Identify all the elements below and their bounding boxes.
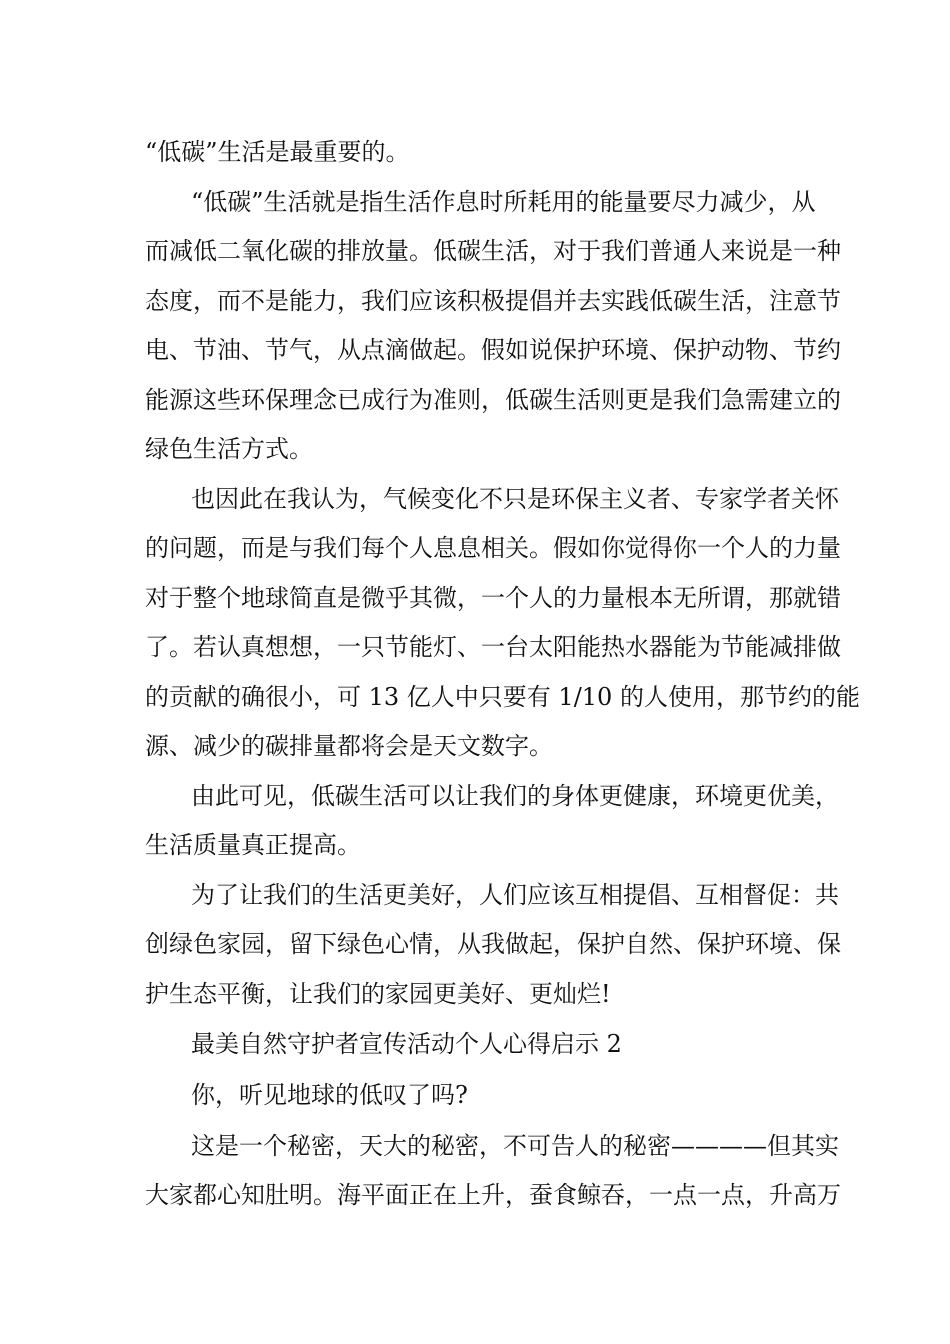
text-line-7: 绿色生活方式。: [145, 435, 313, 463]
text-line-12: 的贡献的确很小，可 13 亿人中只要有 1/10 的人使用，那节约的能: [145, 683, 860, 711]
text-line-21: 这是一个秘密，天大的秘密，不可告人的秘密————但其实: [191, 1132, 839, 1160]
text-line-13: 源、减少的碳排量都将会是天文数字。: [145, 732, 553, 760]
text-line-20: 你，听见地球的低叹了吗?: [191, 1081, 468, 1109]
text-line-5: 电、节油、节气，从点滴做起。假如说保护环境、保护动物、节约: [145, 336, 841, 364]
text-line-16: 为了让我们的生活更美好，人们应该互相提倡、互相督促：共: [191, 881, 839, 909]
text-line-14: 由此可见，低碳生活可以让我们的身体更健康，环境更优美，: [191, 782, 839, 810]
text-line-22: 大家都心知肚明。海平面正在上升，蚕食鲸吞，一点一点，升高万: [145, 1181, 841, 1209]
text-line-9: 的问题，而是与我们每个人息息相关。假如你觉得你一个人的力量: [145, 534, 841, 562]
text-line-15: 生活质量真正提高。: [145, 831, 361, 859]
text-line-11: 了。若认真想想，一只节能灯、一台太阳能热水器能为节能减排做: [145, 633, 841, 661]
text-line-2: “低碳”生活就是指生活作息时所耗用的能量要尽力减少，从: [191, 188, 816, 216]
text-line-1: “低碳”生活是最重要的。: [145, 138, 410, 166]
text-line-10: 对于整个地球简直是微乎其微，一个人的力量根本无所谓，那就错: [145, 584, 841, 612]
text-line-3: 而减低二氧化碳的排放量。低碳生活，对于我们普通人来说是一种: [145, 237, 841, 265]
section-heading: 最美自然守护者宣传活动个人心得启示 2: [191, 1030, 622, 1058]
text-line-8: 也因此在我认为，气候变化不只是环保主义者、专家学者关怀: [191, 485, 839, 513]
text-line-6: 能源这些环保理念已成行为准则，低碳生活则更是我们急需建立的: [145, 386, 841, 414]
text-line-17: 创绿色家园，留下绿色心情，从我做起，保护自然、保护环境、保: [145, 930, 841, 958]
text-line-4: 态度，而不是能力，我们应该积极提倡并去实践低碳生活，注意节: [145, 287, 841, 315]
text-line-18: 护生态平衡，让我们的家园更美好、更灿烂!: [145, 980, 611, 1008]
